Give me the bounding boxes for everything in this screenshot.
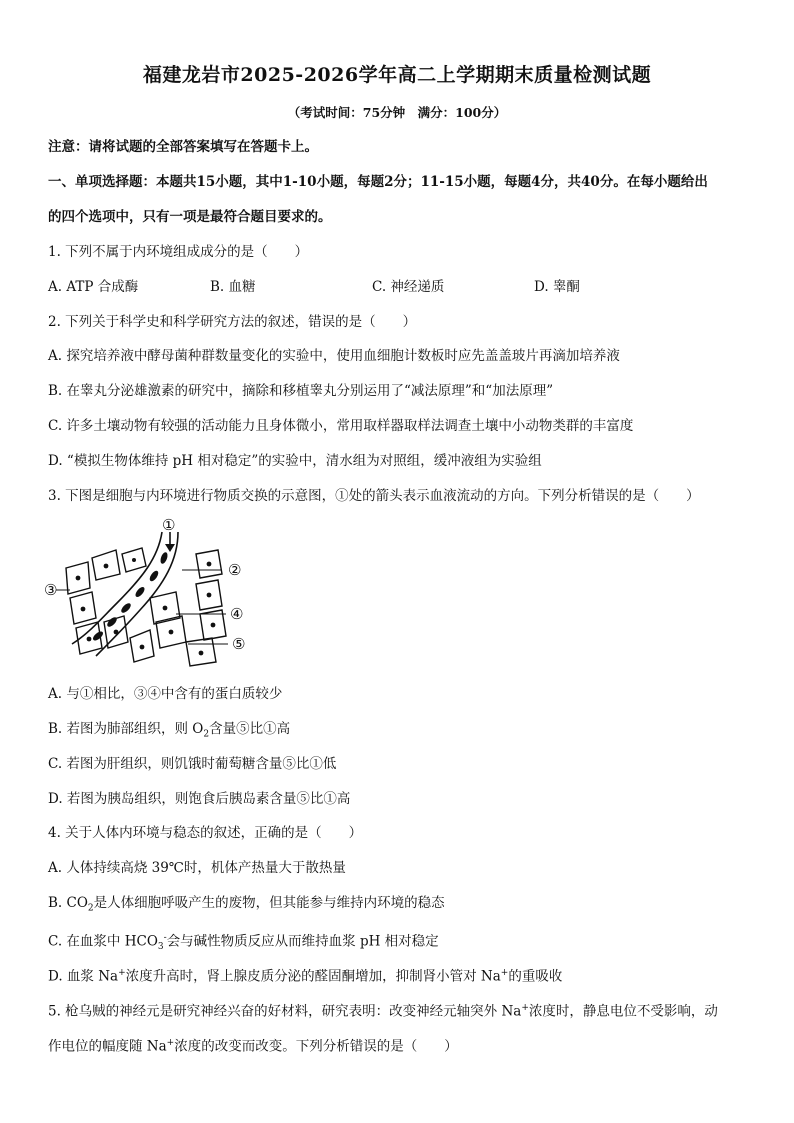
label-2: ② bbox=[228, 561, 242, 579]
section-heading-line2: 的四个选项中，只有一项是最符合题目要求的。 bbox=[48, 209, 332, 225]
exam-info: （考试时间：75分钟 满分：100分） bbox=[287, 105, 507, 120]
label-1: ① bbox=[162, 516, 176, 534]
q3-stem: 3. 下图是细胞与内环境进行物质交换的示意图，①处的箭头表示血液流动的方向。下列分析错误的是（ ） bbox=[48, 488, 700, 504]
label-5: ⑤ bbox=[232, 635, 246, 653]
q2-option-d: D. “模拟生物体维持 pH 相对稳定”的实验中，清水组为对照组，缓冲液组为实验组 bbox=[48, 453, 542, 469]
notice: 注意：请将试题的全部答案填写在答题卡上。 bbox=[48, 139, 318, 155]
q3-option-d: D. 若图为胰岛组织，则饱食后胰岛素含量⑤比①高 bbox=[48, 791, 351, 807]
page-title: 福建龙岩市2025-2026学年高二上学期期末质量检测试题 bbox=[142, 64, 652, 86]
q3-option-c: C. 若图为肝组织，则饥饿时葡萄糖含量⑤比①低 bbox=[48, 756, 337, 772]
q4-option-d: D. 血浆 Na+浓度升高时，肾上腺皮质分泌的醛固酮增加，抑制肾小管对 Na+的重吸收 bbox=[48, 968, 563, 985]
q5-stem-line1: 5. 枪乌贼的神经元是研究神经兴奋的好材料，研究表明：改变神经元轴突外 Na+浓度时，静息电位不受影响，动 bbox=[48, 1003, 718, 1020]
q1-stem: 1. 下列不属于内环境组成成分的是（ ） bbox=[48, 244, 309, 260]
q1-option-d: D. 睾酮 bbox=[534, 279, 580, 295]
q1-option-b: B. 血糖 bbox=[210, 279, 256, 295]
q4-option-c: C. 在血浆中 $HCO_3^-$会与碱性物质反应从而维持血浆 pH 相对稳定 bbox=[48, 933, 439, 953]
q5-stem-line2: 作电位的幅度随 Na+浓度的改变而改变。下列分析错误的是（ ） bbox=[48, 1038, 458, 1055]
q1-option-c: C. 神经递质 bbox=[372, 279, 445, 295]
q1-option-a: A. ATP 合成酶 bbox=[48, 279, 139, 295]
tissue-exchange-diagram bbox=[46, 518, 266, 668]
q3-option-a: A. 与①相比，③④中含有的蛋白质较少 bbox=[48, 686, 283, 702]
q4-option-a: A. 人体持续高烧 39℃时，机体产热量大于散热量 bbox=[48, 860, 346, 876]
q2-option-b: B. 在睾丸分泌雄激素的研究中，摘除和移植睾丸分别运用了“减法原理”和“加法原理” bbox=[48, 383, 554, 399]
label-4: ④ bbox=[230, 605, 244, 623]
q4-option-b: B. $CO_2$是人体细胞呼吸产生的废物，但其能参与维持内环境的稳态 bbox=[48, 895, 445, 914]
q3-option-b: B. 若图为肺部组织，则 $O_2$含量⑤比①高 bbox=[48, 721, 291, 740]
q4-stem: 4. 关于人体内环境与稳态的叙述，正确的是（ ） bbox=[48, 825, 363, 841]
q2-option-c: C. 许多土壤动物有较强的活动能力且身体微小，常用取样器取样法调查土壤中小动物类群的丰富度 bbox=[48, 418, 634, 434]
q2-option-a: A. 探究培养液中酵母菌种群数量变化的实验中，使用血细胞计数板时应先盖盖玻片再滴加培养液 bbox=[48, 348, 620, 364]
label-3: ③ bbox=[44, 581, 58, 599]
section-heading-line1: 一、单项选择题：本题共15小题，其中1-10小题，每题2分；11-15小题，每题4分，共40分。在每小题给出 bbox=[48, 174, 708, 190]
q2-stem: 2. 下列关于科学史和科学研究方法的叙述，错误的是（ ） bbox=[48, 314, 417, 330]
